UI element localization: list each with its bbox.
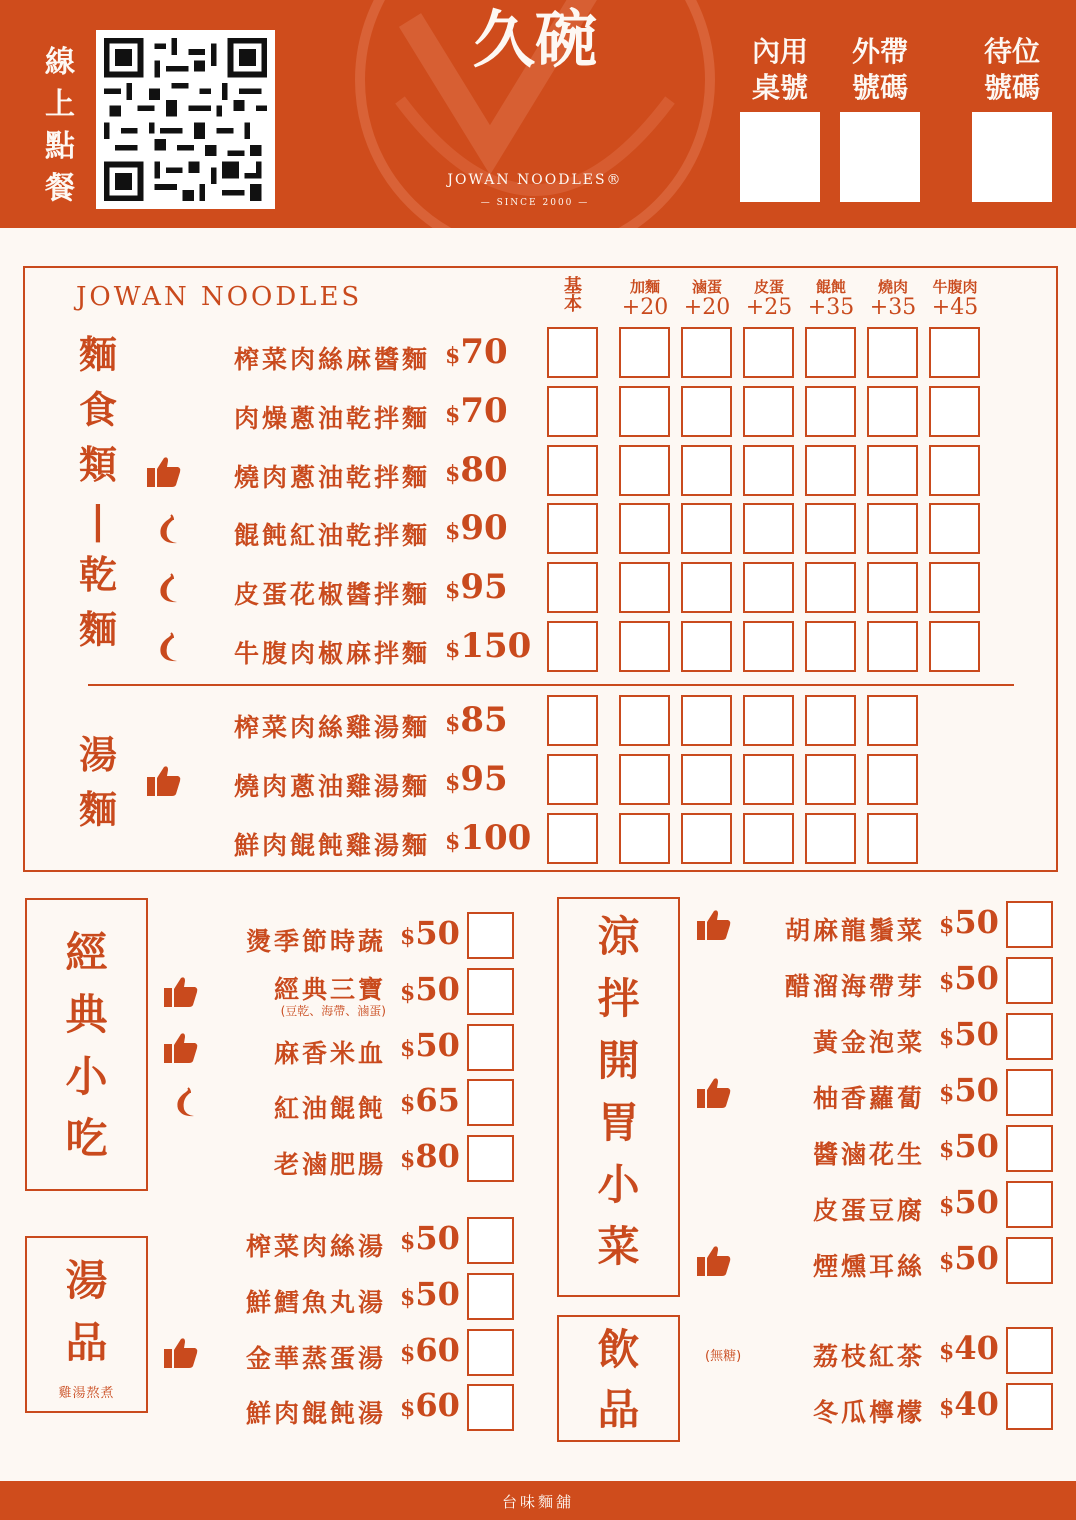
dine-in-label: 內用桌號 (751, 35, 808, 104)
addon-checkbox[interactable] (867, 386, 918, 437)
currency-symbol: $ (445, 828, 461, 855)
currency-symbol: $ (445, 637, 461, 663)
currency-symbol: $ (400, 1035, 416, 1062)
addon-checkbox[interactable] (547, 327, 598, 378)
addon-checkbox[interactable] (681, 327, 732, 378)
addon-column-header (921, 276, 989, 320)
item-price (400, 1275, 460, 1313)
addon-checkbox[interactable] (805, 445, 856, 496)
item-name: 榨菜肉絲湯 (245, 1232, 386, 1261)
addon-checkbox[interactable] (547, 754, 598, 805)
addon-checkbox[interactable] (619, 754, 670, 805)
item-name: 冬瓜檸檬 (812, 1398, 925, 1427)
currency-symbol: $ (445, 401, 461, 428)
currency-symbol: $ (400, 1284, 416, 1311)
order-checkbox[interactable] (467, 1273, 514, 1320)
soups-note: 雞湯熬煮 (58, 1386, 115, 1401)
item-name: 榨菜肉絲雞湯麵 (233, 713, 430, 742)
addon-checkbox[interactable] (805, 562, 856, 613)
category-char: 開 (597, 1036, 640, 1085)
header-banner (0, 0, 1076, 228)
order-checkbox[interactable] (467, 1384, 514, 1431)
order-checkbox[interactable] (1006, 1383, 1053, 1430)
category-char: 胃 (597, 1098, 640, 1147)
addon-checkbox[interactable] (547, 386, 598, 437)
item-name: 紅油餛飩 (273, 1094, 386, 1124)
item-name: 燒肉蔥油雞湯麵 (233, 771, 430, 801)
item-price (400, 1331, 460, 1369)
addon-name: 牛腹肉 (932, 278, 978, 296)
item-name: 鮮鱈魚丸湯 (245, 1287, 386, 1317)
item-name: 榨菜肉絲麻醬麵 (233, 345, 430, 374)
currency-symbol: $ (939, 913, 955, 939)
price-value: 50 (954, 1071, 999, 1109)
drinks-category (572, 1320, 665, 1440)
item-price (939, 1183, 999, 1221)
order-checkbox[interactable] (467, 912, 514, 959)
order-checkbox[interactable] (1006, 1327, 1053, 1374)
item-price (445, 508, 508, 548)
currency-symbol: $ (939, 1081, 955, 1107)
item-name: 胡麻龍鬚菜 (784, 916, 925, 945)
category-char: 麵 (78, 788, 117, 832)
item-price (445, 567, 508, 607)
addon-name: 餛飩 (815, 278, 846, 296)
category-char: 飲 (597, 1325, 640, 1374)
price-value: 40 (954, 1385, 999, 1423)
item-name: 經典三寶 (273, 974, 386, 1004)
item-price (939, 1071, 999, 1109)
addon-checkbox[interactable] (743, 813, 794, 864)
price-value: 90 (460, 508, 508, 549)
price-value: 50 (415, 1274, 460, 1313)
addon-checkbox[interactable] (547, 813, 598, 864)
addon-checkbox[interactable] (743, 386, 794, 437)
currency-symbol: $ (939, 1025, 955, 1051)
item-price (400, 1386, 460, 1424)
currency-symbol: $ (939, 1193, 955, 1219)
takeout-number-box[interactable] (840, 112, 920, 202)
addon-checkbox[interactable] (681, 695, 732, 746)
category-char: 小 (597, 1160, 640, 1209)
item-name: 麻香米血 (273, 1038, 386, 1068)
addon-name: 滷蛋 (691, 278, 722, 296)
addon-checkbox[interactable] (619, 695, 670, 746)
addon-price: +35 (869, 295, 917, 320)
order-checkbox[interactable] (467, 1329, 514, 1376)
addon-checkbox[interactable] (681, 562, 732, 613)
item-price (400, 1026, 460, 1064)
qr-code[interactable] (96, 30, 275, 209)
takeout-label: 外帶號碼 (851, 35, 908, 104)
price-value: 80 (415, 1137, 460, 1176)
footer-bar: 台味麵舖 (0, 1481, 1076, 1520)
addon-column-header (611, 276, 679, 320)
order-checkbox[interactable] (1006, 1013, 1053, 1060)
section-divider (88, 684, 1014, 686)
addon-checkbox[interactable] (929, 621, 980, 672)
item-name: 黃金泡菜 (812, 1028, 925, 1057)
item-price (939, 1385, 999, 1423)
waiting-label: 待位號碼 (983, 35, 1040, 104)
order-checkbox[interactable] (1006, 1069, 1053, 1116)
addon-checkbox[interactable] (867, 445, 918, 496)
item-name: 醬滷花生 (812, 1140, 925, 1169)
addon-checkbox[interactable] (805, 695, 856, 746)
item-name: 醋溜海帶芽 (784, 972, 925, 1001)
addon-checkbox[interactable] (867, 695, 918, 746)
item-price (939, 1329, 999, 1367)
addon-checkbox[interactable] (619, 503, 670, 554)
currency-symbol: $ (400, 1396, 416, 1423)
addon-checkbox[interactable] (681, 386, 732, 437)
currency-symbol: $ (939, 1249, 955, 1275)
addon-price: +20 (683, 295, 731, 320)
addon-checkbox[interactable] (867, 813, 918, 864)
category-char: 經 (65, 928, 108, 977)
item-name: 煙燻耳絲 (812, 1252, 925, 1281)
currency-symbol: $ (400, 1091, 416, 1118)
item-name: 燒肉蔥油乾拌麵 (233, 462, 430, 492)
addon-checkbox[interactable] (619, 813, 670, 864)
item-price (400, 1081, 460, 1119)
category-char: 菜 (597, 1222, 640, 1271)
addon-checkbox[interactable] (547, 503, 598, 554)
item-name: 柚香蘿蔔 (812, 1084, 925, 1113)
item-name: 鮮肉餛飩湯 (245, 1399, 386, 1429)
order-checkbox[interactable] (1006, 1237, 1053, 1284)
addon-checkbox[interactable] (743, 503, 794, 554)
brand-logo-english: JOWAN NOODLES® (447, 172, 623, 188)
item-name: 鮮肉餛飩雞湯麵 (233, 830, 430, 860)
currency-symbol: $ (939, 969, 955, 995)
category-char: 乾 (78, 553, 117, 597)
item-price (939, 1127, 999, 1165)
addon-checkbox[interactable] (547, 562, 598, 613)
price-value: 40 (954, 1329, 999, 1367)
addon-checkbox[interactable] (743, 562, 794, 613)
price-value: 50 (954, 903, 999, 941)
item-price (445, 332, 508, 372)
item-price (939, 1015, 999, 1053)
item-price (939, 1239, 999, 1277)
item-price (445, 700, 508, 740)
item-price (445, 391, 508, 431)
item-name: 皮蛋豆腐 (812, 1196, 925, 1225)
item-note: (豆乾、海帶、滷蛋) (280, 1003, 386, 1018)
addon-price: +25 (745, 295, 793, 320)
item-price (400, 970, 460, 1008)
currency-symbol: $ (939, 1395, 955, 1421)
order-checkbox[interactable] (467, 1079, 514, 1126)
soups-category (40, 1250, 133, 1374)
item-name: 金華蒸蛋湯 (245, 1343, 386, 1373)
currency-symbol: $ (400, 924, 416, 950)
addon-price: +20 (621, 295, 669, 320)
addon-checkbox[interactable] (743, 445, 794, 496)
price-value: 80 (460, 449, 508, 490)
item-name: 餛飩紅油乾拌麵 (233, 521, 430, 551)
addon-checkbox[interactable] (743, 695, 794, 746)
addon-column-header (797, 276, 865, 320)
item-price (445, 759, 508, 799)
addon-checkbox[interactable] (619, 386, 670, 437)
category-char: 麵 (78, 608, 117, 652)
addon-checkbox[interactable] (681, 503, 732, 554)
item-price (445, 818, 531, 858)
price-value: 95 (460, 567, 508, 608)
item-price (939, 903, 999, 941)
addon-checkbox[interactable] (867, 503, 918, 554)
price-value: 60 (415, 1386, 460, 1425)
currency-symbol: $ (400, 1147, 416, 1174)
currency-symbol: $ (445, 519, 461, 546)
addon-checkbox[interactable] (929, 503, 980, 554)
brand-logo-chinese: 久碗 (472, 3, 597, 76)
addon-column-header (673, 276, 741, 320)
addon-checkbox[interactable] (547, 445, 598, 496)
price-value: 50 (954, 959, 999, 997)
dine-in-number-box[interactable] (740, 112, 820, 202)
price-value: 70 (460, 390, 508, 431)
addon-checkbox[interactable] (805, 754, 856, 805)
order-checkbox[interactable] (467, 968, 514, 1015)
category-char: 湯 (78, 733, 117, 777)
addon-checkbox[interactable] (929, 386, 980, 437)
currency-symbol: $ (445, 769, 461, 796)
waiting-number-box[interactable] (972, 112, 1052, 202)
soup-noodle-category (70, 728, 126, 838)
category-char: 小 (65, 1052, 108, 1101)
currency-symbol: $ (939, 1137, 955, 1163)
addon-checkbox[interactable] (619, 445, 670, 496)
item-name: 荔枝紅茶 (812, 1342, 925, 1371)
currency-symbol: $ (939, 1339, 955, 1365)
addon-column-header (859, 276, 927, 320)
order-checkbox[interactable] (1006, 901, 1053, 948)
addon-checkbox[interactable] (619, 327, 670, 378)
addon-checkbox[interactable] (619, 621, 670, 672)
price-value: 50 (415, 914, 460, 952)
order-checkbox[interactable] (467, 1135, 514, 1182)
category-char: 拌 (597, 974, 640, 1023)
price-value: 85 (460, 700, 508, 740)
dry-noodle-category (70, 328, 126, 658)
price-value: 50 (954, 1239, 999, 1277)
addon-price: +35 (807, 295, 855, 320)
addon-checkbox[interactable] (867, 562, 918, 613)
price-value: 50 (954, 1015, 999, 1053)
addon-checkbox[interactable] (547, 621, 598, 672)
item-price (400, 914, 460, 952)
currency-symbol: $ (445, 578, 461, 605)
noodle-section-title: JOWAN NOODLES (76, 282, 363, 312)
brand-since: — SINCE 2000 — (480, 198, 590, 208)
addon-checkbox[interactable] (681, 445, 732, 496)
cold-dishes-category (572, 906, 665, 1278)
category-char: | (91, 498, 105, 542)
order-checkbox[interactable] (1006, 957, 1053, 1004)
item-price (445, 450, 508, 490)
addon-checkbox[interactable] (743, 621, 794, 672)
item-price (445, 626, 531, 666)
addon-checkbox[interactable] (867, 327, 918, 378)
category-char: 吃 (65, 1114, 108, 1163)
order-checkbox[interactable] (1006, 1181, 1053, 1228)
addon-checkbox[interactable] (805, 386, 856, 437)
price-value: 50 (415, 1219, 460, 1257)
category-char: 類 (78, 443, 117, 487)
addon-checkbox[interactable] (547, 695, 598, 746)
item-name: 牛腹肉椒麻拌麵 (233, 639, 430, 668)
category-char: 品 (65, 1318, 108, 1367)
item-name: 老滷肥腸 (273, 1150, 386, 1180)
price-value: 50 (415, 1025, 460, 1064)
addon-checkbox[interactable] (867, 754, 918, 805)
category-char: 麵 (78, 333, 117, 377)
currency-symbol: $ (445, 343, 461, 369)
addon-checkbox[interactable] (743, 327, 794, 378)
item-price (939, 959, 999, 997)
snacks-category (40, 922, 133, 1170)
addon-column-header (539, 278, 607, 314)
addon-name: 基本 (564, 276, 582, 315)
addon-checkbox[interactable] (929, 327, 980, 378)
addon-checkbox[interactable] (805, 813, 856, 864)
price-value: 50 (415, 969, 460, 1008)
price-value: 150 (460, 626, 532, 666)
addon-checkbox[interactable] (681, 813, 732, 864)
addon-checkbox[interactable] (805, 621, 856, 672)
price-value: 70 (460, 332, 508, 372)
item-price (400, 1137, 460, 1175)
addon-column-header (735, 276, 803, 320)
addon-checkbox[interactable] (619, 562, 670, 613)
addon-checkbox[interactable] (805, 327, 856, 378)
addon-checkbox[interactable] (867, 621, 918, 672)
addon-checkbox[interactable] (681, 621, 732, 672)
currency-symbol: $ (400, 1229, 416, 1255)
price-value: 65 (415, 1081, 460, 1120)
order-checkbox[interactable] (467, 1217, 514, 1264)
price-value: 100 (460, 817, 532, 858)
currency-symbol: $ (445, 460, 461, 487)
item-name: 燙季節時蔬 (245, 927, 386, 956)
order-checkbox[interactable] (467, 1024, 514, 1071)
addon-checkbox[interactable] (743, 754, 794, 805)
addon-checkbox[interactable] (929, 445, 980, 496)
price-value: 95 (460, 758, 508, 799)
order-checkbox[interactable] (1006, 1125, 1053, 1172)
currency-symbol: $ (400, 979, 416, 1006)
addon-checkbox[interactable] (681, 754, 732, 805)
category-char: 食 (78, 388, 117, 432)
item-name: 皮蛋花椒醬拌麵 (233, 580, 430, 610)
category-char: 典 (65, 990, 108, 1039)
addon-name: 加麵 (629, 278, 660, 296)
addon-name: 皮蛋 (753, 278, 784, 296)
category-char: 涼 (597, 912, 640, 961)
currency-symbol: $ (445, 711, 461, 737)
price-value: 50 (954, 1127, 999, 1165)
addon-price: +45 (931, 295, 979, 320)
price-value: 60 (415, 1330, 460, 1369)
category-char: 湯 (65, 1256, 108, 1305)
price-value: 50 (954, 1183, 999, 1221)
online-order-label: 線上點餐 (45, 45, 75, 206)
currency-symbol: $ (400, 1340, 416, 1367)
item-prefix: (無糖) (705, 1349, 742, 1364)
addon-checkbox[interactable] (929, 562, 980, 613)
item-name: 肉燥蔥油乾拌麵 (233, 403, 430, 433)
addon-name: 燒肉 (877, 278, 908, 296)
addon-checkbox[interactable] (805, 503, 856, 554)
category-char: 品 (597, 1385, 640, 1434)
item-price (400, 1219, 460, 1257)
